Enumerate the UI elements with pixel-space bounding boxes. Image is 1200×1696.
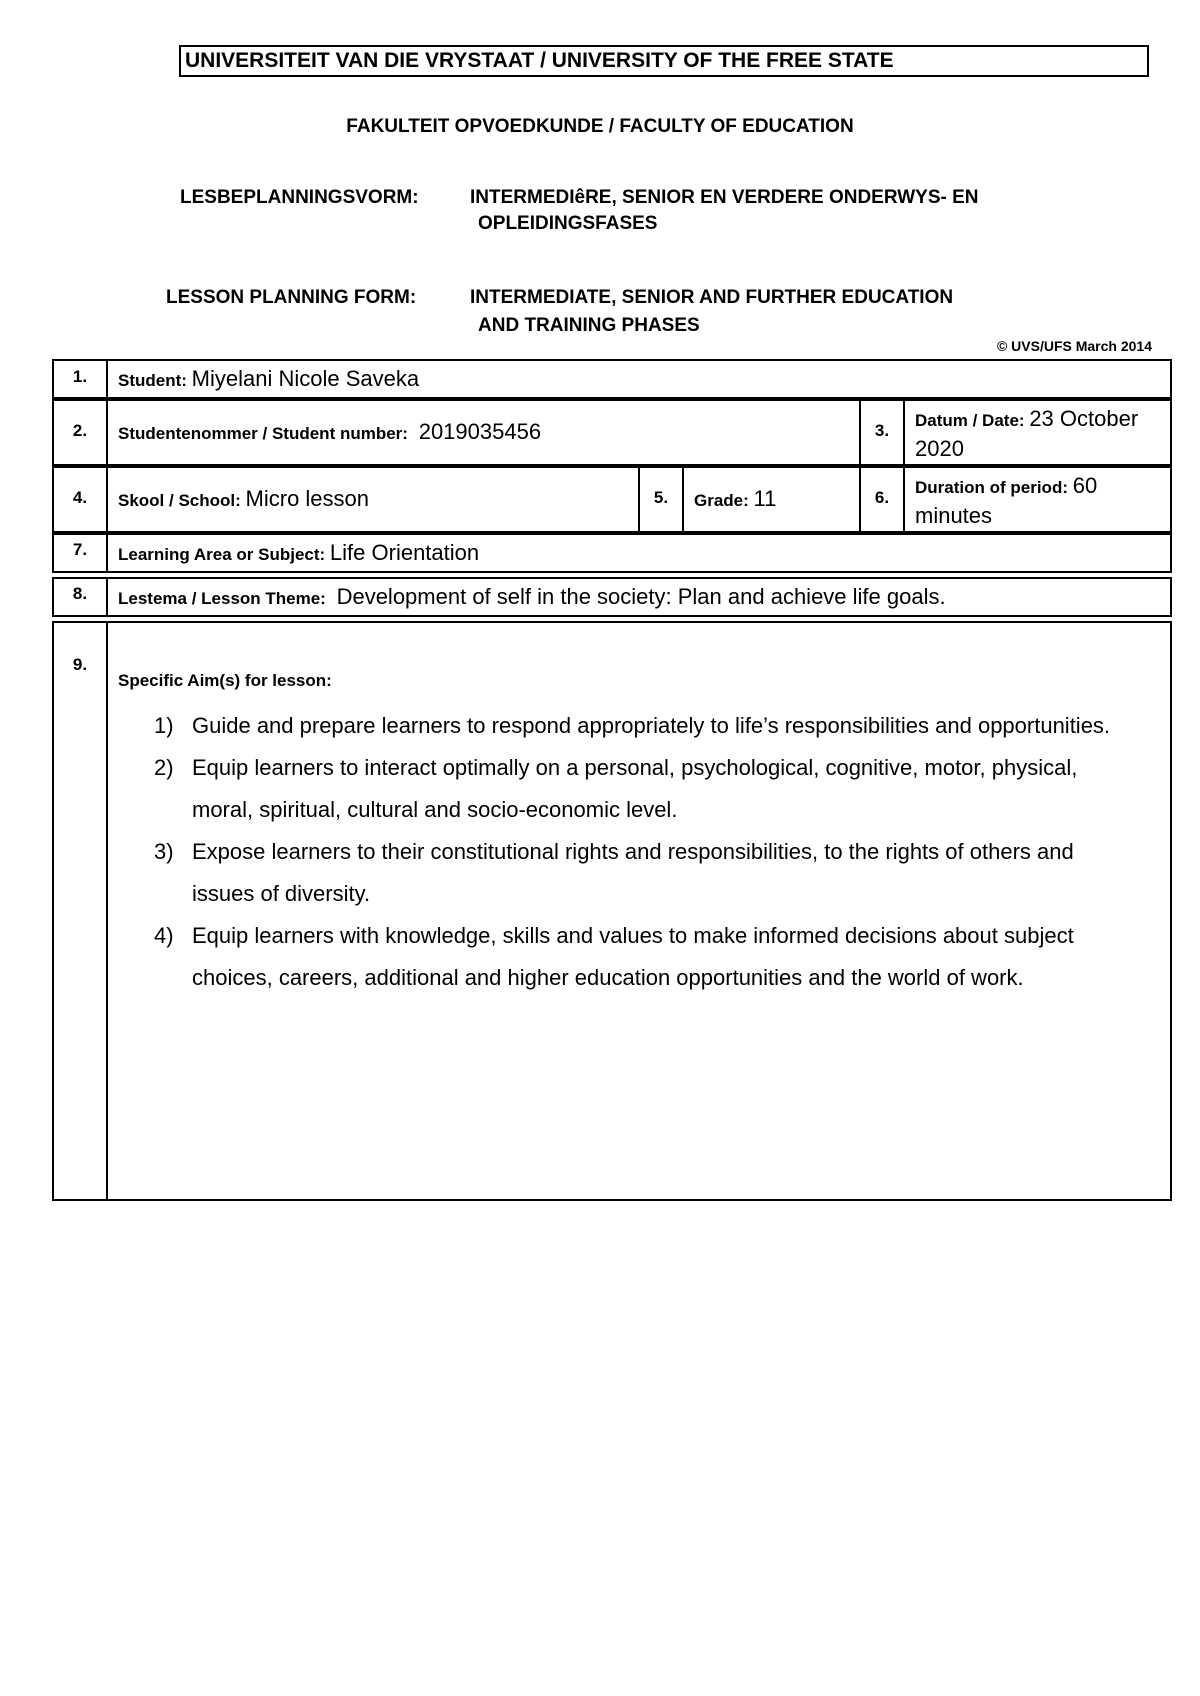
english-form-label: LESSON PLANNING FORM: <box>166 287 417 308</box>
aim-item-2 <box>118 747 1140 831</box>
afrikaans-form-heading <box>180 185 1100 234</box>
row-number-2: 2. <box>52 399 108 466</box>
duration-value-line2: minutes <box>915 503 993 528</box>
grade-field <box>682 466 861 533</box>
row-number-7: 7. <box>52 533 108 573</box>
subject-value: Life Orientation <box>329 540 480 565</box>
subject-field <box>106 533 1172 573</box>
date-field <box>903 399 1172 466</box>
student-number-label: Studentenommer / Student number: <box>118 424 408 443</box>
duration-label: Duration of period: <box>915 478 1068 497</box>
row-number-3: 3. <box>859 399 905 466</box>
aim-text: Equip learners to interact optimally on a personal, psychological, cognitive, motor, physical, moral, spiritual, cultural and socio-economic level. <box>192 755 1078 822</box>
student-number-field <box>106 399 861 466</box>
row-number-1: 1. <box>52 359 108 399</box>
specific-aims-field <box>106 621 1172 1201</box>
aim-text: Equip learners with knowledge, skills and values to make informed decisions about subject choices, careers, additional and higher education opportunities and the world of work. <box>192 923 1074 990</box>
university-title: UNIVERSITEIT VAN DIE VRYSTAAT / UNIVERSITY OF THE FREE STATE <box>179 45 1149 77</box>
afrikaans-form-line2: OPLEIDINGSFASES <box>478 213 658 234</box>
copyright-note: © UVS/UFS March 2014 <box>996 338 1152 354</box>
aim-item-3 <box>118 831 1140 915</box>
date-value-line1: 23 October <box>1029 406 1139 431</box>
duration-value-line1: 60 <box>1072 473 1098 498</box>
date-label: Datum / Date: <box>915 411 1025 430</box>
student-name-value: Miyelani Nicole Saveka <box>191 366 420 391</box>
specific-aims-list <box>118 705 1140 999</box>
row-number-6: 6. <box>859 466 905 533</box>
aim-item-4 <box>118 915 1140 999</box>
aim-text: Expose learners to their constitutional rights and responsibilities, to the rights of others and issues of diversity. <box>192 839 1074 906</box>
aim-text: Guide and prepare learners to respond appropriately to life’s responsibilities and opportunities. <box>192 713 1111 738</box>
aim-marker: 3) <box>154 839 174 864</box>
student-name-field <box>106 359 1172 399</box>
aim-marker: 1) <box>154 713 174 738</box>
aim-item-1 <box>118 705 1140 747</box>
lesson-theme-field <box>106 577 1172 617</box>
english-form-line1: INTERMEDIATE, SENIOR AND FURTHER EDUCATION <box>470 287 954 308</box>
lesson-theme-label: Lestema / Lesson Theme: <box>118 589 326 608</box>
faculty-heading: FAKULTEIT OPVOEDKUNDE / FACULTY OF EDUCATION <box>346 116 854 137</box>
school-value: Micro lesson <box>245 486 370 511</box>
school-field <box>106 466 640 533</box>
row-number-9: 9. <box>52 621 108 1201</box>
row-number-4: 4. <box>52 466 108 533</box>
row-number-5: 5. <box>638 466 684 533</box>
student-label: Student: <box>118 371 187 390</box>
aim-marker: 4) <box>154 923 174 948</box>
afrikaans-form-line1: INTERMEDIêRE, SENIOR EN VERDERE ONDERWYS- EN <box>470 187 979 208</box>
duration-field <box>903 466 1172 533</box>
aim-marker: 2) <box>154 755 174 780</box>
school-label: Skool / School: <box>118 491 241 510</box>
grade-value: 11 <box>753 486 777 511</box>
subject-label: Learning Area or Subject: <box>118 545 326 564</box>
lesson-plan-form <box>52 359 1172 1201</box>
afrikaans-form-label: LESBEPLANNINGSVORM: <box>180 187 419 208</box>
english-form-heading <box>166 285 1086 336</box>
student-number-value: 2019035456 <box>418 419 542 444</box>
row-number-8: 8. <box>52 577 108 617</box>
specific-aims-label: Specific Aim(s) for lesson: <box>118 671 332 690</box>
grade-label: Grade: <box>694 491 749 510</box>
english-form-line2: AND TRAINING PHASES <box>478 315 700 336</box>
date-value-line2: 2020 <box>915 436 964 461</box>
lesson-theme-value: Development of self in the society: Plan and achieve life goals. <box>336 584 946 609</box>
